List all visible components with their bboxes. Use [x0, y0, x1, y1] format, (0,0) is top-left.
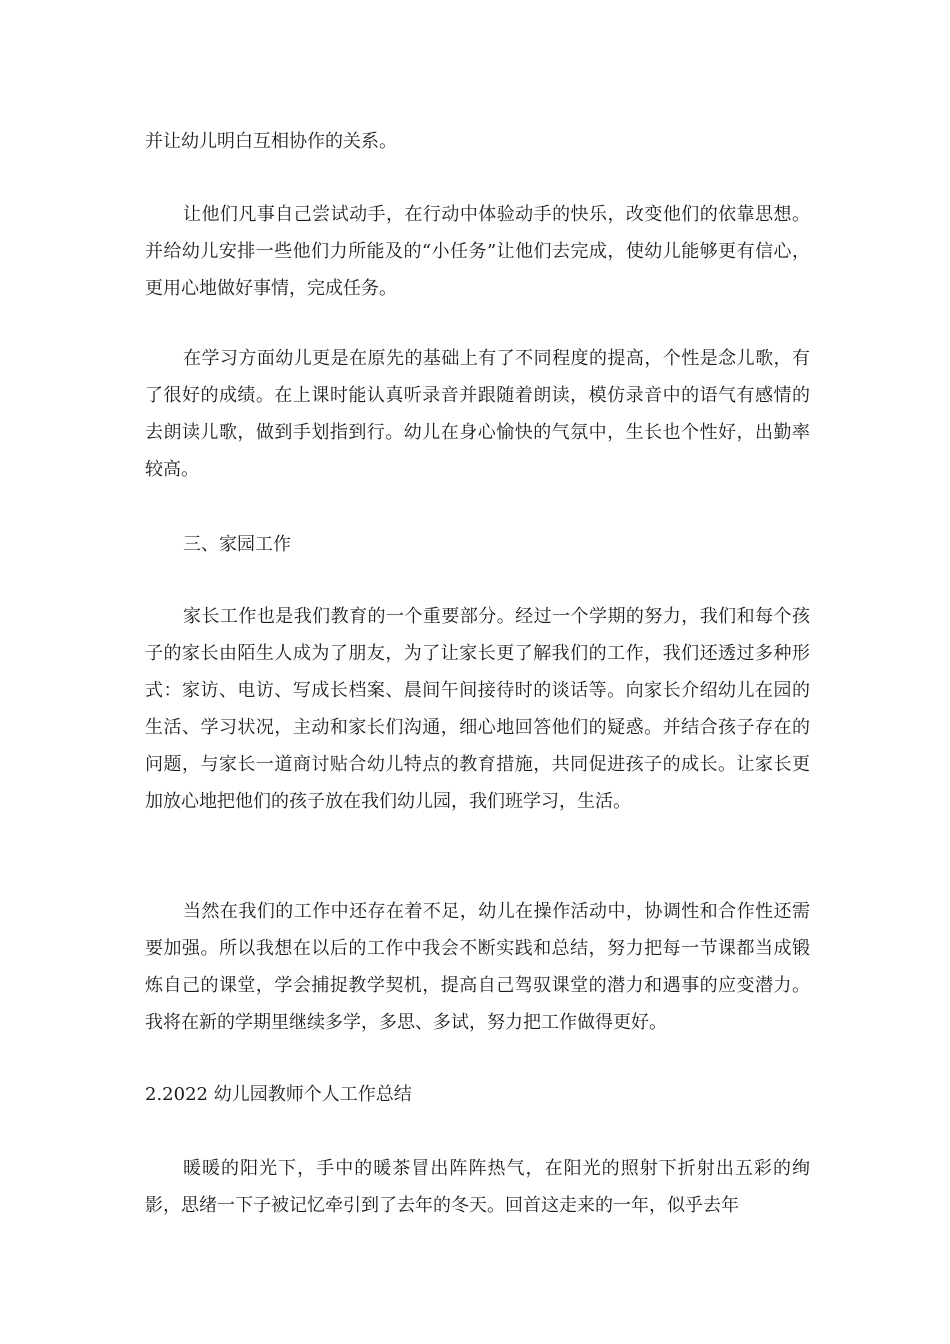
paragraph-learning: 在学习方面幼儿更是在原先的基础上有了不同程度的提高，个性是念儿歌，有了很好的成绩。在上课时能认真听录音并跟随着朗读，模仿录音中的语气有感情的去朗读儿歌，做到手划指到行。幼儿在身心愉快的气氛中，生长也个性好，出勤率较高。 [145, 348, 810, 480]
paragraph-hands-on: 让他们凡事自己尝试动手，在行动中体验动手的快乐，改变他们的依靠思想。并给幼儿安排一些他们力所能及的“小任务”让他们去完成，使幼儿能够更有信心，更用心地做好事情，完成任务。 [145, 204, 810, 299]
paragraph-continuation: 并让幼儿明白互相协作的关系。 [145, 131, 397, 152]
paragraph-warm-sunshine: 暖暖的阳光下，手中的暖茶冒出阵阵热气，在阳光的照射下折射出五彩的绚影，思绪一下子被记忆牵引到了去年的冬天。回首这走来的一年，似乎去年 [145, 1158, 810, 1216]
section-heading-home-school: 三、家园工作 [183, 534, 291, 555]
paragraph-shortcomings: 当然在我们的工作中还存在着不足，幼儿在操作活动中，协调性和合作性还需要加强。所以我想在以后的工作中我会不断实践和总结，努力把每一节课都当成锻炼自己的课堂，学会捕捉教学契机，提高自己驾驭课堂的潜力和遇事的应变潜力。我将在新的学期里继续多学，多思、多试，努力把工作做得更好。 [145, 901, 810, 1033]
section-heading-summary-2: 2.2022 幼儿园教师个人工作总结 [145, 1084, 412, 1105]
paragraph-parents-work: 家长工作也是我们教育的一个重要部分。经过一个学期的努力，我们和每个孩子的家长由陌生人成为了朋友，为了让家长更了解我们的工作，我们还透过多种形式：家访、电访、写成长档案、晨间午间接待时的谈话等。向家长介绍幼儿在园的生活、学习状况，主动和家长们沟通，细心地回答他们的疑惑。并结合孩子存在的问题，与家长一道商讨贴合幼儿特点的教育措施，共同促进孩子的成长。让家长更加放心地把他们的孩子放在我们幼儿园，我们班学习，生活。 [145, 606, 810, 812]
